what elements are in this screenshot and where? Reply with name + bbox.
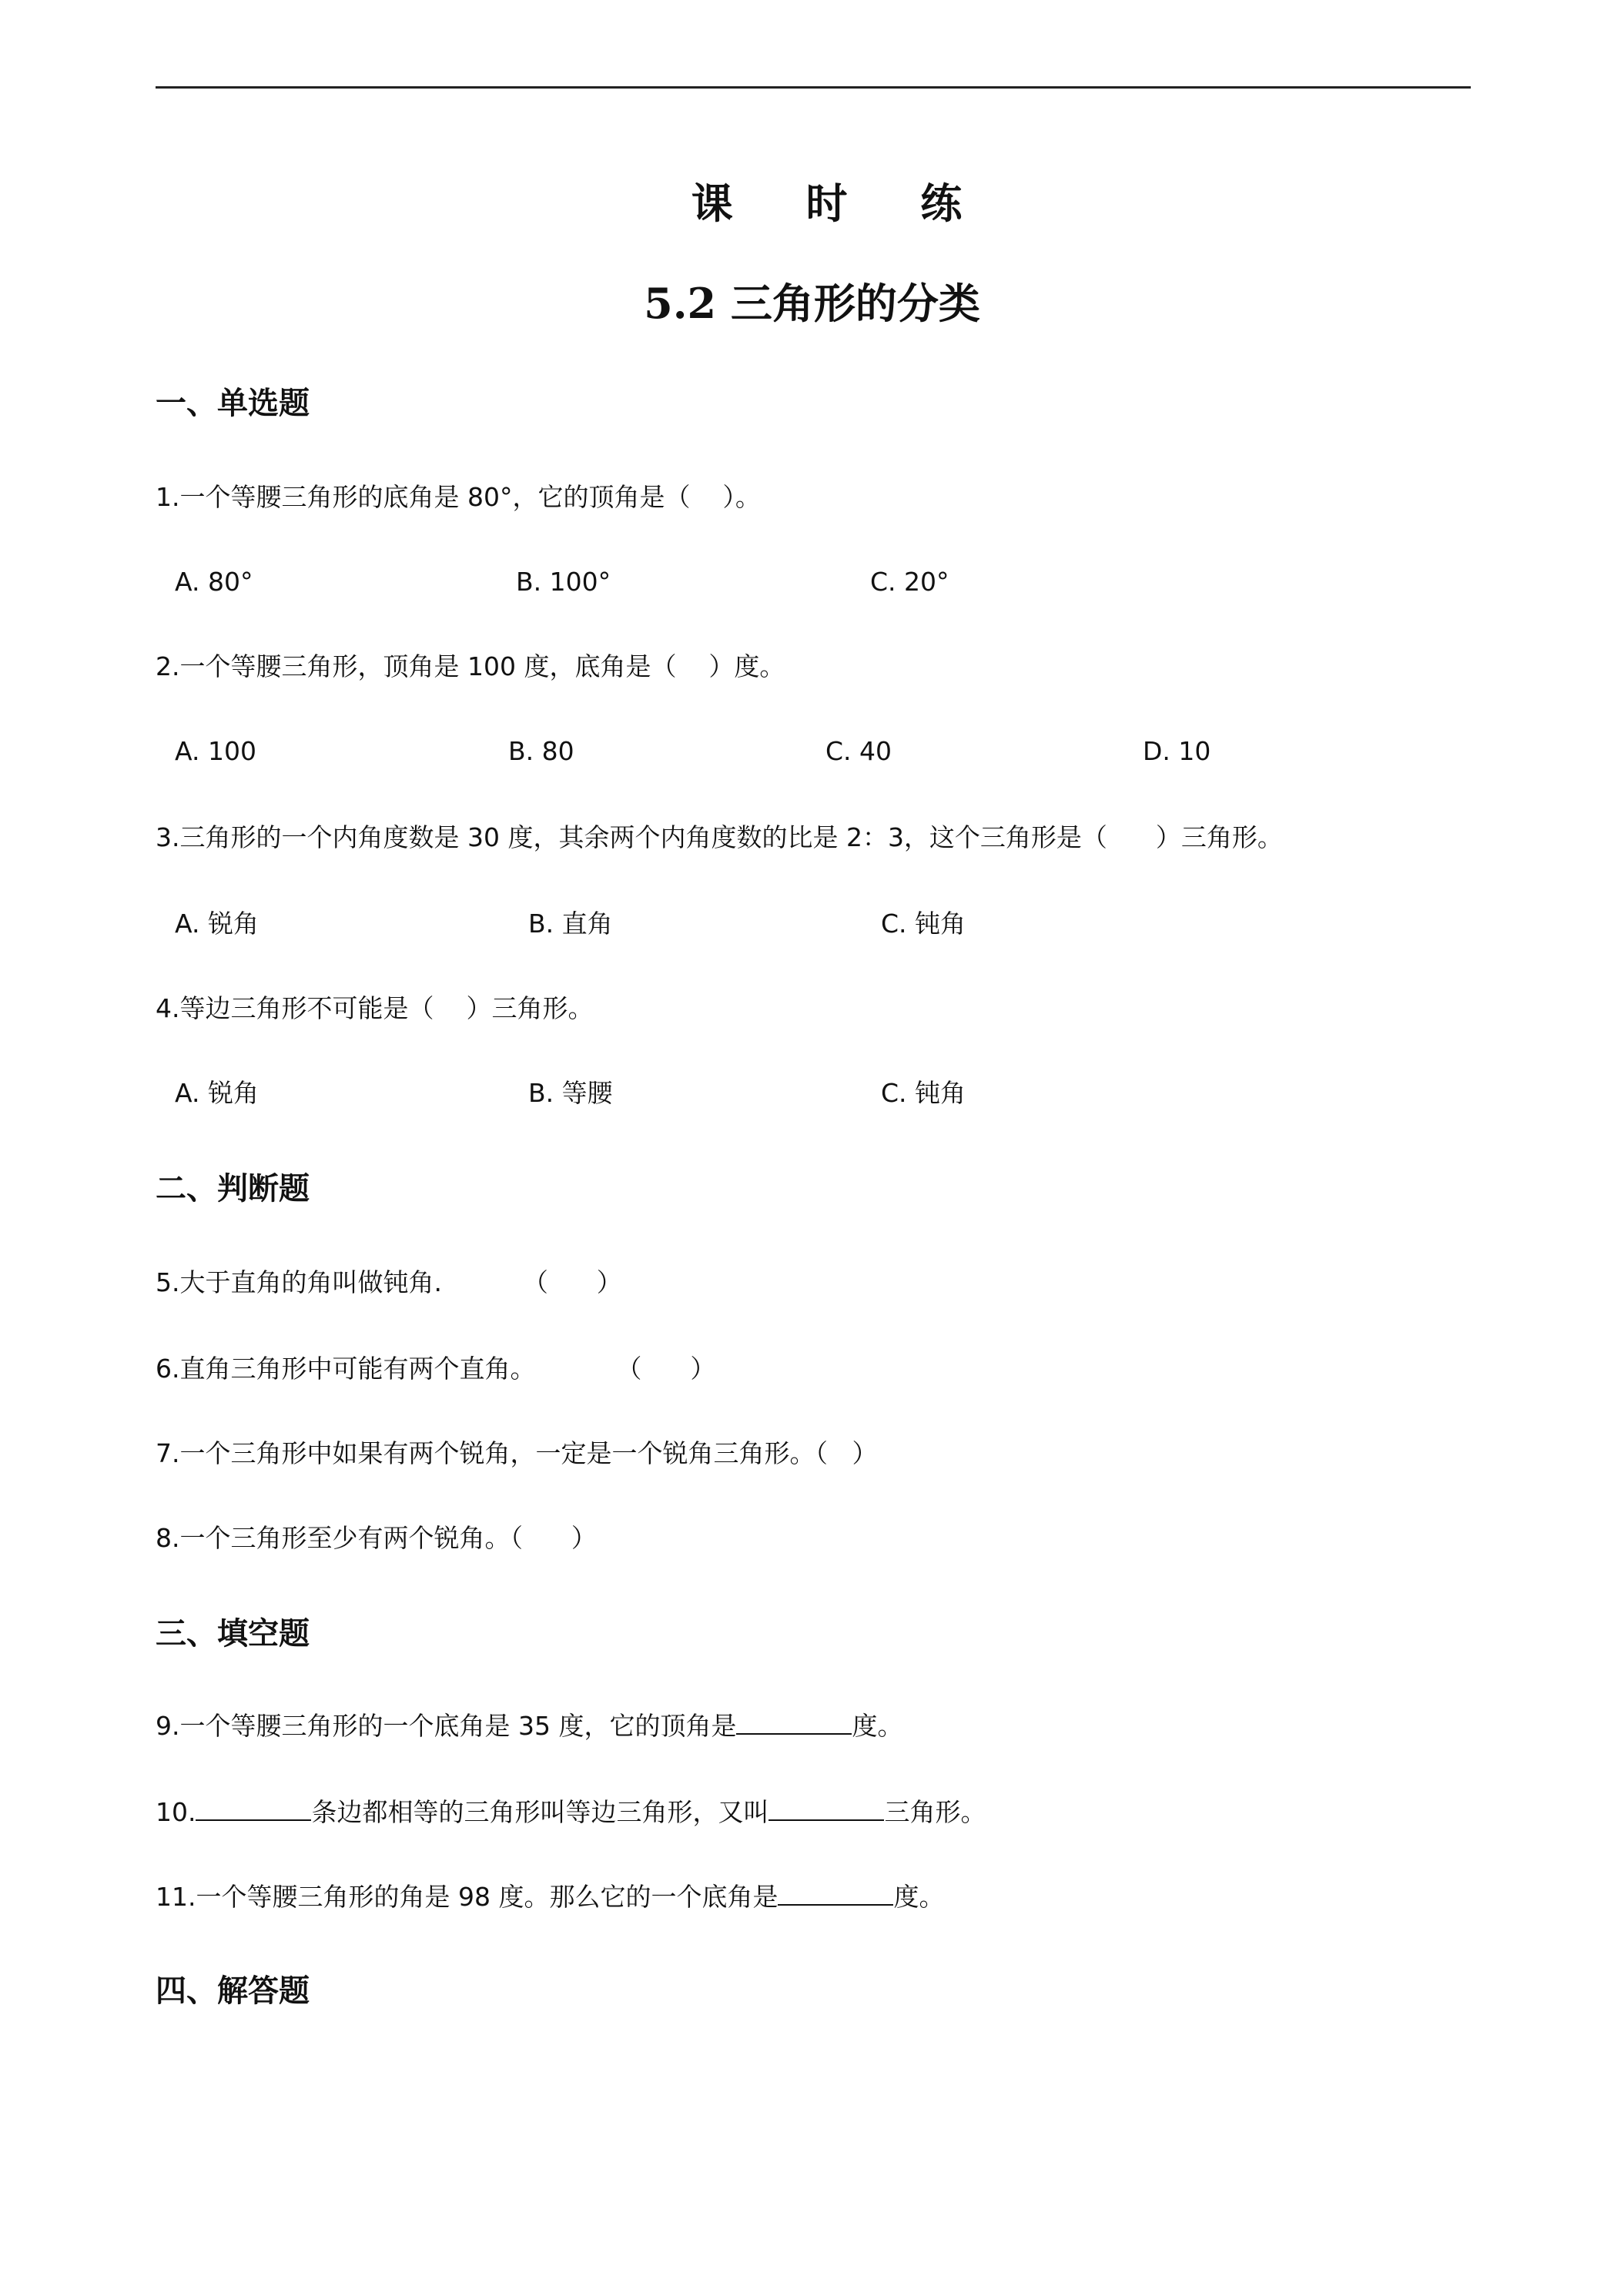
question-8: 8.一个三角形至少有两个锐角。（ ） bbox=[156, 1523, 597, 1553]
question-2-option-a: A. 100 bbox=[175, 736, 256, 766]
header-rule bbox=[156, 86, 1471, 89]
section-heading-single-choice: 一、单选题 bbox=[156, 386, 310, 421]
question-11-blank[interactable] bbox=[778, 1883, 893, 1906]
question-10-text-after: 三角形。 bbox=[884, 1797, 986, 1827]
page-title: 课 时 练 bbox=[691, 179, 992, 228]
question-10-text-middle: 条边都相等的三角形叫等边三角形，又叫 bbox=[311, 1797, 769, 1827]
question-2-option-b: B. 80 bbox=[508, 736, 574, 766]
question-1-option-c: C. 20° bbox=[870, 567, 949, 597]
question-10-blank-1[interactable] bbox=[196, 1798, 311, 1821]
question-3-option-a: A. 锐角 bbox=[175, 909, 259, 939]
question-6: 6.直角三角形中可能有两个直角。 （ ） bbox=[156, 1354, 716, 1384]
question-2-option-d: D. 10 bbox=[1143, 736, 1211, 766]
question-10 bbox=[156, 1797, 986, 1828]
question-11-text-before: 11.一个等腰三角形的角是 98 度。那么它的一个底角是 bbox=[156, 1882, 779, 1912]
page-subtitle: 5.2 三角形的分类 bbox=[644, 279, 980, 328]
question-4-option-c: C. 钝角 bbox=[881, 1078, 966, 1108]
question-3-option-c: C. 钝角 bbox=[881, 909, 966, 939]
question-10-number: 10. bbox=[156, 1797, 196, 1827]
question-10-blank-2[interactable] bbox=[768, 1798, 884, 1821]
question-11-text-after: 度。 bbox=[893, 1882, 945, 1912]
question-4: 4.等边三角形不可能是（ ）三角形。 bbox=[156, 993, 594, 1023]
question-1: 1.一个等腰三角形的底角是 80°，它的顶角是（ ）。 bbox=[156, 482, 761, 512]
section-heading-true-false: 二、判断题 bbox=[156, 1171, 310, 1207]
question-9-blank[interactable] bbox=[736, 1712, 852, 1735]
section-heading-answer: 四、解答题 bbox=[156, 1973, 310, 2009]
question-9-text-after: 度。 bbox=[852, 1711, 903, 1741]
question-3-option-b: B. 直角 bbox=[528, 909, 613, 939]
question-2: 2.一个等腰三角形，顶角是 100 度，底角是（ ）度。 bbox=[156, 651, 785, 681]
question-1-option-a: A. 80° bbox=[175, 567, 253, 597]
question-2-option-c: C. 40 bbox=[825, 736, 892, 766]
question-7: 7.一个三角形中如果有两个锐角，一定是一个锐角三角形。（ ） bbox=[156, 1438, 878, 1468]
question-9 bbox=[156, 1711, 902, 1742]
question-11 bbox=[156, 1882, 944, 1913]
question-1-option-b: B. 100° bbox=[516, 567, 611, 597]
question-3: 3.三角形的一个内角度数是 30 度，其余两个内角度数的比是 2：3，这个三角形是（ ）三角形。 bbox=[156, 822, 1283, 852]
question-9-text-before: 9.一个等腰三角形的一个底角是 35 度，它的顶角是 bbox=[156, 1711, 737, 1741]
section-heading-fill-blank: 三、填空题 bbox=[156, 1616, 310, 1652]
question-5: 5.大于直角的角叫做钝角. （ ） bbox=[156, 1267, 622, 1297]
question-4-option-a: A. 锐角 bbox=[175, 1078, 259, 1108]
question-4-option-b: B. 等腰 bbox=[528, 1078, 613, 1108]
